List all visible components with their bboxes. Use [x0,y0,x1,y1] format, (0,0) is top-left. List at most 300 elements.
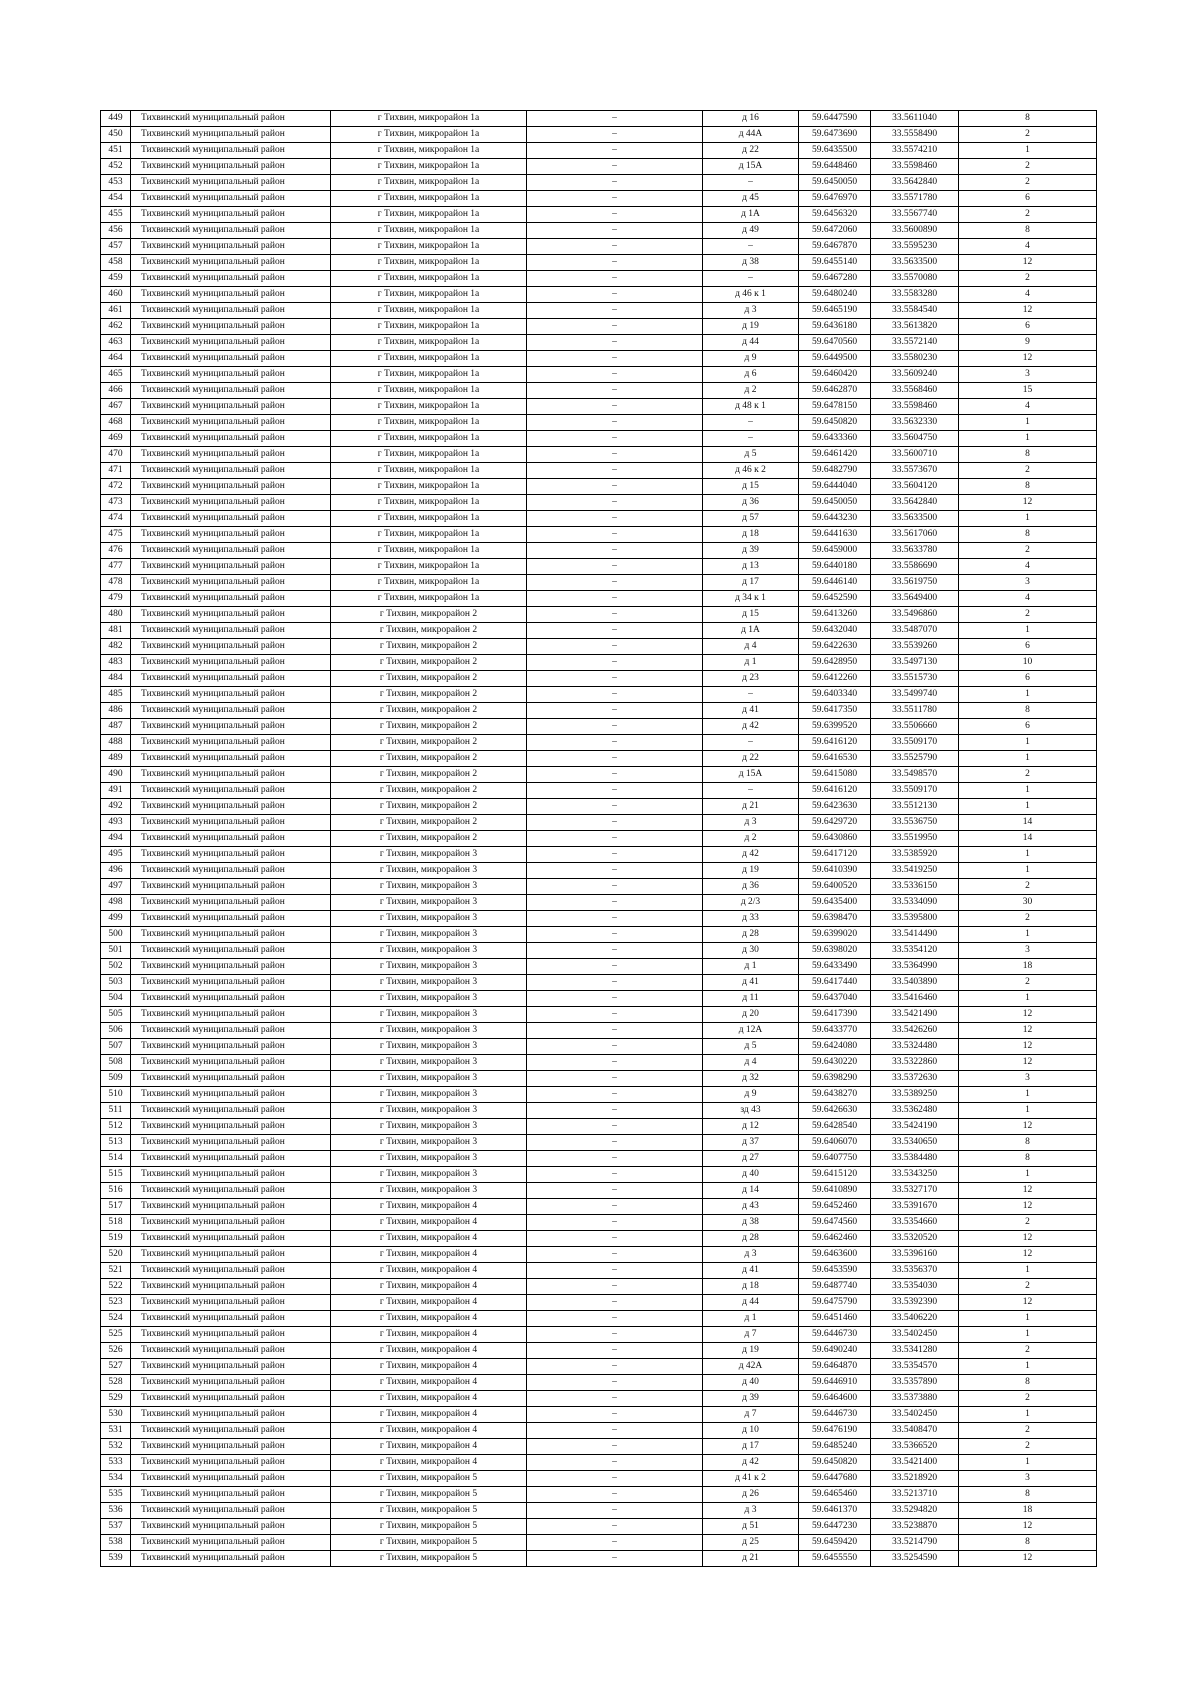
street-cell: – [527,1263,703,1279]
locality-cell: г Тихвин, микрорайон 3 [331,1103,527,1119]
row-number: 459 [101,271,131,287]
house-cell: д 15А [703,767,799,783]
row-number: 483 [101,655,131,671]
district-cell: Тихвинский муниципальный район [131,1183,331,1199]
table-row [101,1327,1097,1343]
locality-cell: г Тихвин, микрорайон 1а [331,159,527,175]
row-number: 491 [101,783,131,799]
house-cell: д 1А [703,623,799,639]
street-cell: – [527,1215,703,1231]
locality-cell: г Тихвин, микрорайон 2 [331,703,527,719]
house-cell: д 1 [703,655,799,671]
locality-cell: г Тихвин, микрорайон 3 [331,959,527,975]
street-cell: – [527,671,703,687]
house-cell: д 38 [703,1215,799,1231]
table-row [101,703,1097,719]
locality-cell: г Тихвин, микрорайон 1а [331,495,527,511]
table-row [101,1183,1097,1199]
latitude-cell: 59.6406070 [799,1135,871,1151]
street-cell: – [527,655,703,671]
count-cell: 4 [959,591,1097,607]
locality-cell: г Тихвин, микрорайон 2 [331,607,527,623]
district-cell: Тихвинский муниципальный район [131,1215,331,1231]
latitude-cell: 59.6426630 [799,1103,871,1119]
street-cell: – [527,1455,703,1471]
district-cell: Тихвинский муниципальный район [131,703,331,719]
district-cell: Тихвинский муниципальный район [131,1503,331,1519]
locality-cell: г Тихвин, микрорайон 3 [331,991,527,1007]
district-cell: Тихвинский муниципальный район [131,1007,331,1023]
latitude-cell: 59.6428540 [799,1119,871,1135]
longitude-cell: 33.5611040 [871,111,959,127]
district-cell: Тихвинский муниципальный район [131,879,331,895]
house-cell: д 44А [703,127,799,143]
latitude-cell: 59.6435400 [799,895,871,911]
house-cell: д 2/3 [703,895,799,911]
longitude-cell: 33.5341280 [871,1343,959,1359]
latitude-cell: 59.6417350 [799,703,871,719]
longitude-cell: 33.5613820 [871,319,959,335]
locality-cell: г Тихвин, микрорайон 3 [331,1183,527,1199]
row-number: 504 [101,991,131,1007]
row-number: 533 [101,1455,131,1471]
count-cell: 12 [959,1007,1097,1023]
latitude-cell: 59.6446910 [799,1375,871,1391]
locality-cell: г Тихвин, микрорайон 3 [331,1151,527,1167]
latitude-cell: 59.6433360 [799,431,871,447]
count-cell: 12 [959,1055,1097,1071]
longitude-cell: 33.5343250 [871,1167,959,1183]
row-number: 485 [101,687,131,703]
longitude-cell: 33.5389250 [871,1087,959,1103]
latitude-cell: 59.6399020 [799,927,871,943]
street-cell: – [527,703,703,719]
count-cell: 2 [959,463,1097,479]
longitude-cell: 33.5506660 [871,719,959,735]
locality-cell: г Тихвин, микрорайон 2 [331,767,527,783]
street-cell: – [527,191,703,207]
table-row [101,239,1097,255]
street-cell: – [527,607,703,623]
count-cell: 3 [959,943,1097,959]
locality-cell: г Тихвин, микрорайон 1а [331,335,527,351]
latitude-cell: 59.6433770 [799,1023,871,1039]
row-number: 523 [101,1295,131,1311]
latitude-cell: 59.6464600 [799,1391,871,1407]
locality-cell: г Тихвин, микрорайон 1а [331,351,527,367]
street-cell: – [527,335,703,351]
locality-cell: г Тихвин, микрорайон 1а [331,511,527,527]
latitude-cell: 59.6455140 [799,255,871,271]
row-number: 493 [101,815,131,831]
table-row [101,1039,1097,1055]
locality-cell: г Тихвин, микрорайон 1а [331,191,527,207]
house-cell: д 44 [703,335,799,351]
table-row [101,991,1097,1007]
house-cell: д 43 [703,1199,799,1215]
longitude-cell: 33.5362480 [871,1103,959,1119]
house-cell: – [703,735,799,751]
count-cell: 1 [959,623,1097,639]
longitude-cell: 33.5218920 [871,1471,959,1487]
table-row [101,1087,1097,1103]
house-cell: д 33 [703,911,799,927]
row-number: 524 [101,1311,131,1327]
district-cell: Тихвинский муниципальный район [131,1055,331,1071]
longitude-cell: 33.5340650 [871,1135,959,1151]
latitude-cell: 59.6417120 [799,847,871,863]
table-row [101,559,1097,575]
count-cell: 2 [959,127,1097,143]
house-cell: д 30 [703,943,799,959]
row-number: 458 [101,255,131,271]
locality-cell: г Тихвин, микрорайон 1а [331,415,527,431]
house-cell: д 57 [703,511,799,527]
latitude-cell: 59.6467280 [799,271,871,287]
longitude-cell: 33.5324480 [871,1039,959,1055]
locality-cell: г Тихвин, микрорайон 2 [331,735,527,751]
longitude-cell: 33.5583280 [871,287,959,303]
house-cell: д 1 [703,959,799,975]
row-number: 490 [101,767,131,783]
street-cell: – [527,1343,703,1359]
locality-cell: г Тихвин, микрорайон 4 [331,1263,527,1279]
house-cell: д 17 [703,1439,799,1455]
count-cell: 4 [959,239,1097,255]
row-number: 508 [101,1055,131,1071]
longitude-cell: 33.5396160 [871,1247,959,1263]
table-row [101,1247,1097,1263]
locality-cell: г Тихвин, микрорайон 4 [331,1407,527,1423]
latitude-cell: 59.6462460 [799,1231,871,1247]
longitude-cell: 33.5320520 [871,1231,959,1247]
street-cell: – [527,1471,703,1487]
district-cell: Тихвинский муниципальный район [131,1535,331,1551]
street-cell: – [527,1199,703,1215]
street-cell: – [527,1135,703,1151]
district-cell: Тихвинский муниципальный район [131,351,331,367]
house-cell: д 41 [703,975,799,991]
locality-cell: г Тихвин, микрорайон 3 [331,1007,527,1023]
district-cell: Тихвинский муниципальный район [131,255,331,271]
count-cell: 12 [959,351,1097,367]
street-cell: – [527,1391,703,1407]
house-cell: д 19 [703,863,799,879]
table-row [101,879,1097,895]
locality-cell: г Тихвин, микрорайон 3 [331,1055,527,1071]
locality-cell: г Тихвин, микрорайон 5 [331,1503,527,1519]
district-cell: Тихвинский муниципальный район [131,143,331,159]
house-cell: д 15 [703,607,799,623]
latitude-cell: 59.6474560 [799,1215,871,1231]
longitude-cell: 33.5519950 [871,831,959,847]
row-number: 518 [101,1215,131,1231]
district-cell: Тихвинский муниципальный район [131,303,331,319]
latitude-cell: 59.6412260 [799,671,871,687]
locality-cell: г Тихвин, микрорайон 2 [331,831,527,847]
latitude-cell: 59.6476970 [799,191,871,207]
district-cell: Тихвинский муниципальный район [131,655,331,671]
locality-cell: г Тихвин, микрорайон 4 [331,1439,527,1455]
street-cell: – [527,143,703,159]
locality-cell: г Тихвин, микрорайон 4 [331,1231,527,1247]
latitude-cell: 59.6476190 [799,1423,871,1439]
longitude-cell: 33.5525790 [871,751,959,767]
count-cell: 1 [959,751,1097,767]
longitude-cell: 33.5600890 [871,223,959,239]
district-cell: Тихвинский муниципальный район [131,1455,331,1471]
row-number: 538 [101,1535,131,1551]
count-cell: 8 [959,1151,1097,1167]
street-cell: – [527,1071,703,1087]
row-number: 467 [101,399,131,415]
row-number: 471 [101,463,131,479]
count-cell: 12 [959,303,1097,319]
count-cell: 1 [959,1327,1097,1343]
count-cell: 8 [959,703,1097,719]
longitude-cell: 33.5536750 [871,815,959,831]
street-cell: – [527,1183,703,1199]
district-cell: Тихвинский муниципальный район [131,447,331,463]
count-cell: 1 [959,799,1097,815]
district-cell: Тихвинский муниципальный район [131,751,331,767]
locality-cell: г Тихвин, микрорайон 1а [331,303,527,319]
district-cell: Тихвинский муниципальный район [131,783,331,799]
street-cell: – [527,175,703,191]
longitude-cell: 33.5512130 [871,799,959,815]
street-cell: – [527,815,703,831]
table-row [101,1119,1097,1135]
latitude-cell: 59.6400520 [799,879,871,895]
house-cell: д 49 [703,223,799,239]
district-cell: Тихвинский муниципальный район [131,415,331,431]
row-number: 468 [101,415,131,431]
table-row [101,671,1097,687]
latitude-cell: 59.6428950 [799,655,871,671]
table-row [101,1071,1097,1087]
table-row [101,399,1097,415]
house-cell: д 18 [703,1279,799,1295]
street-cell: – [527,767,703,783]
latitude-cell: 59.6446730 [799,1327,871,1343]
row-number: 513 [101,1135,131,1151]
table-row [101,751,1097,767]
district-cell: Тихвинский муниципальный район [131,367,331,383]
locality-cell: г Тихвин, микрорайон 3 [331,1023,527,1039]
district-cell: Тихвинский муниципальный район [131,1279,331,1295]
table-row [101,1359,1097,1375]
latitude-cell: 59.6472060 [799,223,871,239]
table-row [101,1391,1097,1407]
longitude-cell: 33.5595230 [871,239,959,255]
count-cell: 2 [959,159,1097,175]
district-cell: Тихвинский муниципальный район [131,399,331,415]
row-number: 530 [101,1407,131,1423]
longitude-cell: 33.5403890 [871,975,959,991]
longitude-cell: 33.5322860 [871,1055,959,1071]
house-cell: – [703,783,799,799]
district-cell: Тихвинский муниципальный район [131,1071,331,1087]
table-row [101,223,1097,239]
street-cell: – [527,783,703,799]
locality-cell: г Тихвин, микрорайон 2 [331,623,527,639]
longitude-cell: 33.5416460 [871,991,959,1007]
table-row [101,575,1097,591]
house-cell: д 44 [703,1295,799,1311]
table-row [101,943,1097,959]
district-cell: Тихвинский муниципальный район [131,1343,331,1359]
row-number: 505 [101,1007,131,1023]
locality-cell: г Тихвин, микрорайон 4 [331,1343,527,1359]
locality-cell: г Тихвин, микрорайон 1а [331,255,527,271]
street-cell: – [527,1231,703,1247]
row-number: 519 [101,1231,131,1247]
locality-cell: г Тихвин, микрорайон 1а [331,479,527,495]
street-cell: – [527,399,703,415]
longitude-cell: 33.5366520 [871,1439,959,1455]
row-number: 535 [101,1487,131,1503]
longitude-cell: 33.5421490 [871,1007,959,1023]
street-cell: – [527,1119,703,1135]
count-cell: 1 [959,863,1097,879]
table-row [101,911,1097,927]
longitude-cell: 33.5649400 [871,591,959,607]
district-cell: Тихвинский муниципальный район [131,543,331,559]
street-cell: – [527,1519,703,1535]
street-cell: – [527,1087,703,1103]
count-cell: 2 [959,911,1097,927]
street-cell: – [527,1359,703,1375]
longitude-cell: 33.5567740 [871,207,959,223]
longitude-cell: 33.5604750 [871,431,959,447]
longitude-cell: 33.5214790 [871,1535,959,1551]
table-row [101,383,1097,399]
table-row [101,1103,1097,1119]
house-cell: д 7 [703,1327,799,1343]
row-number: 479 [101,591,131,607]
house-cell: д 12А [703,1023,799,1039]
table-row [101,287,1097,303]
latitude-cell: 59.6430220 [799,1055,871,1071]
locality-cell: г Тихвин, микрорайон 3 [331,943,527,959]
street-cell: – [527,879,703,895]
longitude-cell: 33.5580230 [871,351,959,367]
row-number: 531 [101,1423,131,1439]
street-cell: – [527,367,703,383]
district-cell: Тихвинский муниципальный район [131,207,331,223]
count-cell: 8 [959,447,1097,463]
longitude-cell: 33.5354660 [871,1215,959,1231]
count-cell: 2 [959,1343,1097,1359]
count-cell: 1 [959,1087,1097,1103]
row-number: 472 [101,479,131,495]
locality-cell: г Тихвин, микрорайон 4 [331,1279,527,1295]
street-cell: – [527,383,703,399]
house-cell: д 45 [703,191,799,207]
street-cell: – [527,687,703,703]
house-cell: д 18 [703,527,799,543]
longitude-cell: 33.5539260 [871,639,959,655]
count-cell: 1 [959,927,1097,943]
street-cell: – [527,959,703,975]
house-cell: д 7 [703,1407,799,1423]
house-cell: д 15 [703,479,799,495]
street-cell: – [527,799,703,815]
table-row [101,975,1097,991]
longitude-cell: 33.5426260 [871,1023,959,1039]
longitude-cell: 33.5254590 [871,1551,959,1567]
house-cell: д 28 [703,1231,799,1247]
locality-cell: г Тихвин, микрорайон 2 [331,751,527,767]
locality-cell: г Тихвин, микрорайон 3 [331,1119,527,1135]
count-cell: 6 [959,639,1097,655]
count-cell: 12 [959,1551,1097,1567]
table-row [101,511,1097,527]
street-cell: – [527,927,703,943]
house-cell: д 48 к 1 [703,399,799,415]
latitude-cell: 59.6452590 [799,591,871,607]
house-cell: д 22 [703,143,799,159]
table-row [101,591,1097,607]
row-number: 452 [101,159,131,175]
district-cell: Тихвинский муниципальный район [131,191,331,207]
count-cell: 12 [959,1295,1097,1311]
latitude-cell: 59.6461420 [799,447,871,463]
street-cell: – [527,511,703,527]
count-cell: 8 [959,1135,1097,1151]
longitude-cell: 33.5600710 [871,447,959,463]
district-cell: Тихвинский муниципальный район [131,1551,331,1567]
longitude-cell: 33.5633780 [871,543,959,559]
table-row [101,959,1097,975]
row-number: 527 [101,1359,131,1375]
table-row [101,175,1097,191]
street-cell: – [527,591,703,607]
row-number: 460 [101,287,131,303]
district-cell: Тихвинский муниципальный район [131,111,331,127]
locality-cell: г Тихвин, микрорайон 4 [331,1215,527,1231]
count-cell: 12 [959,1039,1097,1055]
table-row [101,1279,1097,1295]
locality-cell: г Тихвин, микрорайон 1а [331,543,527,559]
table-row [101,1295,1097,1311]
district-cell: Тихвинский муниципальный район [131,927,331,943]
locality-cell: г Тихвин, микрорайон 2 [331,671,527,687]
table-row [101,735,1097,751]
district-cell: Тихвинский муниципальный район [131,1023,331,1039]
count-cell: 1 [959,511,1097,527]
locality-cell: г Тихвин, микрорайон 5 [331,1551,527,1567]
house-cell: д 40 [703,1375,799,1391]
district-cell: Тихвинский муниципальный район [131,1471,331,1487]
longitude-cell: 33.5642840 [871,175,959,191]
locality-cell: г Тихвин, микрорайон 5 [331,1471,527,1487]
latitude-cell: 59.6398290 [799,1071,871,1087]
street-cell: – [527,719,703,735]
house-cell: д 25 [703,1535,799,1551]
count-cell: 12 [959,1231,1097,1247]
street-cell: – [527,319,703,335]
latitude-cell: 59.6407750 [799,1151,871,1167]
count-cell: 9 [959,335,1097,351]
street-cell: – [527,223,703,239]
longitude-cell: 33.5408470 [871,1423,959,1439]
street-cell: – [527,463,703,479]
locality-cell: г Тихвин, микрорайон 4 [331,1199,527,1215]
table-row [101,1551,1097,1567]
locality-cell: г Тихвин, микрорайон 1а [331,575,527,591]
district-cell: Тихвинский муниципальный район [131,623,331,639]
